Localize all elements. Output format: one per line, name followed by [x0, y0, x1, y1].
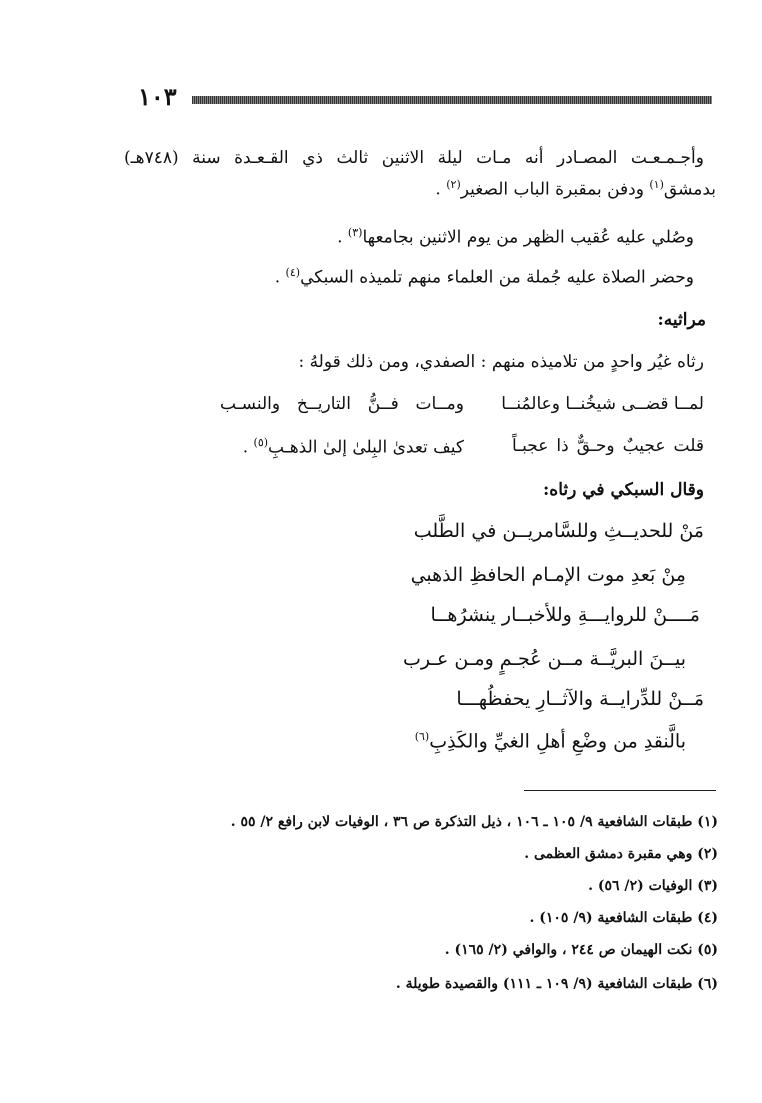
- text-run: .: [242, 437, 254, 458]
- footnote-ref: (٥): [253, 436, 269, 449]
- poem-line: مَنْ للحديــثِ وللسَّامريــن في الطَّلب: [413, 520, 704, 542]
- footnote-divider: [524, 790, 716, 791]
- paragraph-line: [275, 266, 694, 288]
- footnote: (٣) الوفيات (٢/ ٥٦) .: [588, 878, 718, 894]
- section-heading: وقال السبكي في رثاه:: [543, 480, 704, 500]
- paragraph-line: [435, 178, 716, 200]
- poem-line: مِنْ بَعدِ موت الإمـام الحافظِ الذهبي: [410, 564, 686, 586]
- footnote: (١) طبقات الشافعية ٩/ ١٠٥ ـ ١٠٦ ، ذيل التذكرة ص ٣٦ ، الوفيات لابن رافع ٢/ ٥٥ .: [230, 814, 718, 830]
- text-run: .: [435, 179, 447, 200]
- footnote-ref: (٦): [414, 730, 430, 743]
- footnote-ref: (٣): [347, 226, 363, 239]
- section-heading: مراثيه:: [657, 310, 706, 330]
- poem-line: بيــنَ البريَّــة مــن عُجـمٍ ومـن عـرب: [403, 648, 686, 670]
- poem-line: مَــنْ للدِّرايــة والآثــارِ يحفظُهـــا: [456, 688, 704, 710]
- footnote: (٥) نكت الهيمان ص ٢٤٤ ، والوافي (٢/ ١٦٥) .: [444, 942, 718, 958]
- header-rule: [192, 96, 712, 104]
- verse-hemistich: [243, 436, 464, 458]
- verse-hemistich: قلت عجيبٌ وحـقٌّ ذا عجبـاً: [512, 436, 704, 456]
- text-run: كيف تعدىٰ البِلىٰ إلىٰ الذهـبِ: [268, 437, 464, 458]
- footnote-ref: (١): [649, 178, 664, 191]
- poem-line: [415, 730, 686, 752]
- footnote: (٤) طبقات الشافعية (٩/ ١٠٥) .: [529, 910, 718, 926]
- text-run: ودفن بمقبرة الباب الصغير: [460, 179, 650, 200]
- text-run: .: [337, 227, 348, 248]
- poem-line: مَــــنْ للروايـــةِ وللأخبــار ينشرُهــا: [430, 604, 700, 626]
- page-number: ١٠٣: [138, 82, 177, 111]
- text-run: بدمشق: [663, 179, 716, 200]
- footnote: (٢) وهي مقبرة دمشق العظمى .: [524, 846, 718, 862]
- verse-hemistich: ومــات فــنُّ التاريــخ والنسـب: [220, 394, 464, 414]
- paragraph-line: رثاه غيُر واحدٍ من تلاميذه منهم : الصفدي، ومن ذلك قولهُ :: [298, 352, 704, 372]
- text-run: وحضر الصلاة عليه جُملة من العلماء منهم تلميذه السبكي: [300, 267, 694, 288]
- paragraph-line: وأجـمـعـت المصـادر أنه مـات ليلة الاثنين ثالث ذي القـعـدة سنة (٧٤٨هـ): [124, 148, 704, 168]
- text-run: بالَّنقدِ من وضْعِ أهلِ الغيِّ والكَذِبِ: [429, 730, 686, 753]
- footnote-ref: (٤): [285, 266, 301, 279]
- text-run: .: [274, 267, 286, 288]
- footnote: (٦) طبقات الشافعية (٩/ ١٠٩ ـ ١١١) والقصيدة طويلة .: [395, 976, 718, 992]
- text-run: وصُلي عليه عُقيب الظهر من يوم الاثنين بجامعها: [362, 227, 694, 248]
- verse-hemistich: لمــا قضــى شيخُنــا وعالمُنــا: [501, 394, 704, 414]
- footnote-ref: (٢): [446, 178, 461, 191]
- paragraph-line: [337, 226, 694, 248]
